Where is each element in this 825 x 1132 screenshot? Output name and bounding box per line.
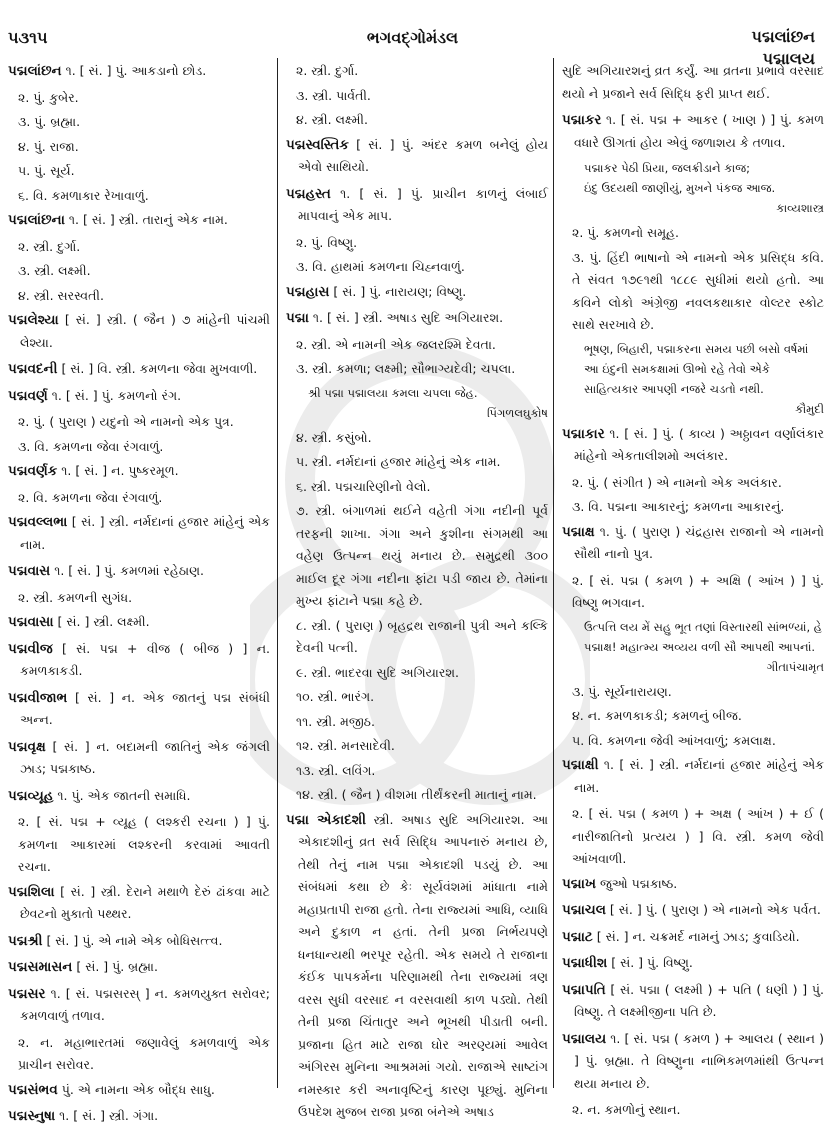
- headword: પદ્મા એકાદશી: [286, 811, 367, 828]
- definition: [ સં. ] પું. બ્રહ્મા.: [76, 959, 158, 974]
- headword: પદ્મહાસ: [286, 283, 330, 300]
- headword: પદ્મા: [286, 310, 309, 326]
- definition: જુઓ પદ્મકાષ્ઠ.: [599, 875, 678, 891]
- sub-sense: ૧૦. સ્ત્રી. ભારંગ.: [296, 689, 375, 704]
- sub-sense: ૬. સ્ત્રી. પદ્મચારિણીનો વેલો.: [296, 478, 431, 494]
- headword: પદ્માલય: [562, 1030, 607, 1047]
- guide-word-first: પદ્મલાંછન: [751, 27, 815, 46]
- definition: ૧. પું. એક જાતની સમાધિ.: [57, 787, 191, 803]
- sub-sense: ૮. સ્ત્રી. ( પુરાણ ) બૃહદ્રથ રાજાની પુત્રી અને કલ્કિ દેવની પત્ની.: [296, 617, 548, 655]
- sub-sense: ૧૪. સ્ત્રી. ( જૈન ) વીશમા તીર્થંકરની માતાનું નામ.: [296, 787, 537, 802]
- definition: ૧. [ સં. પદ્મ ( કમળ ) + આલય ( સ્થાન ) ] પું. બ્રહ્મા. તે વિષ્ણુના નાભિકમળમાંથી ઉત્પન્ન થયા મનાય છે.: [574, 1030, 824, 1091]
- headword: પદ્મવાસ: [8, 563, 51, 579]
- definition: [ સં. ] સ્ત્રી. નર્મદાનાં હજાર માંહેનું એક નામ.: [20, 514, 270, 552]
- definition: ૧. [ સં. ] સ્ત્રી. તારાનું એક નામ.: [68, 212, 228, 227]
- definition: ૧. [ સં. ] ન. પુષ્કરમૂળ.: [61, 463, 179, 478]
- dictionary-entry: [8, 1079, 270, 1102]
- dictionary-entry: [562, 109, 824, 154]
- headword: પદ્મસમાસન: [8, 959, 73, 975]
- sub-sense: ૪. પું. રાજા.: [18, 138, 79, 154]
- definition: [ સં. ] પું. ( પુરાણ ) એ નામનો એક પર્વત.: [609, 902, 821, 917]
- headword: પદ્માક્ષી: [562, 757, 599, 773]
- headword: પદ્માકર: [562, 112, 602, 128]
- guide-word-last: પદ્માલય: [762, 49, 815, 68]
- sub-sense: ૨. [ સં. પદ્મ ( કમળ ) + અક્ષ ( આંખ ) + ઈ ( નારીજાતિનો પ્રત્યય ) ] વિ. સ્ત્રી. કમળ જેવી આંખવાળી.: [572, 806, 824, 866]
- definition: [ સં. ] ન. એક જાતનું પદ્મ સંબંધી અન્ન.: [20, 689, 270, 727]
- quotation-source: પિંગળલઘુકોષ: [486, 405, 548, 420]
- dictionary-entry: [562, 521, 824, 566]
- sub-sense: ૨. [ સં. પદ્મ ( કમળ ) + અક્ષિ ( આંખ ) ] પું. વિષ્ણુ ભગવાન.: [572, 572, 824, 610]
- continued-text: સુદિ અગિયારશનું વ્રત કર્યું. આ વ્રતના પ્રભાવે વરસાદ થયો ને પ્રજાને સર્વ સિદ્ધિ ફરી પ્રાપ્ત થઈ.: [562, 63, 824, 101]
- sub-sense: ૬. વિ. કમળાકાર રેખાવાળું.: [18, 187, 149, 203]
- headword: પદ્મહસ્ત: [286, 185, 331, 202]
- sub-sense: ૯. સ્ત્રી. ભાદરવા સુદિ અગિયારશ.: [296, 664, 459, 680]
- sub-sense: ૭. સ્ત્રી. બંગાળમાં થઈને વહેતી ગંગા નદીની પૂર્વ તરફની શાખા. ગંગા અને કુશીના સંગમથી આ વહેણ ઉત્પન્ન થયું મનાય છે. સમુદ્રથી ૩૦૦ માઈલ દૂર ગંગા નદીના ફાંટા પડી જાય છે. તેમાંના મુખ્ય ફાંટાને પદ્મા કહે છે.: [296, 503, 548, 608]
- definition: [ સં. ] વિ. સ્ત્રી. કમળના જેવા મુખવાળી.: [61, 361, 258, 376]
- headword: પદ્મવ્યૂહ: [8, 787, 54, 804]
- definition: ૧. [ સં. ] સ્ત્રી. અષાડ સુદિ અગિયારશ.: [312, 310, 504, 325]
- headword: પદ્માપતિ: [562, 981, 606, 998]
- definition: ૧. પું. ( પુરાણ ) ચંદ્રહાસ રાજાનો એ નામનો સૌથી નાનો પુત્ર.: [574, 523, 824, 561]
- dictionary-entry: [562, 1028, 824, 1096]
- headword: પદ્મસંભવ: [8, 1081, 58, 1098]
- headword: પદ્મસર: [8, 985, 46, 1002]
- sub-sense: ૪. ન. કમળકાકડી; કમળનું બીજ.: [572, 708, 742, 723]
- headword: પદ્માકાર: [562, 425, 605, 442]
- headword: પદ્મલેશ્યા: [8, 312, 59, 328]
- dictionary-entry: [8, 358, 270, 381]
- definition: [ સં. ] સ્ત્રી. લક્ષ્મી.: [57, 614, 150, 629]
- sub-sense: ૧૩. સ્ત્રી. લવિંગ.: [296, 762, 376, 778]
- column-divider: [553, 58, 554, 1088]
- headword: પદ્મશિલા: [8, 883, 55, 900]
- dictionary-entry: [8, 560, 270, 583]
- dictionary-entry: [8, 638, 270, 683]
- dictionary-entry: [8, 930, 270, 953]
- headword: પદ્મવર્ણ: [8, 387, 48, 404]
- dictionary-entry: [562, 926, 824, 949]
- dictionary-entry: [8, 209, 270, 232]
- column-2: [286, 60, 548, 1128]
- column-3: [562, 60, 824, 1124]
- definition: [ સં. ] સ્ત્રી. દેરાને મથાળે દેરું ઢાંકવા માટે છેવટનો મુકાતો પથ્થર.: [20, 883, 270, 921]
- sub-sense: ૩. સ્ત્રી. લક્ષ્મી.: [18, 263, 91, 278]
- dictionary-entry: [8, 785, 270, 808]
- dictionary-entry: [8, 736, 270, 781]
- sub-sense: ૨. પું. કુબેર.: [18, 89, 79, 105]
- page-number: ૫૩૧૫: [8, 28, 48, 47]
- headword: પદ્મસ્નુષા: [8, 1108, 56, 1124]
- dictionary-entry: [286, 307, 548, 330]
- sub-sense: ૩. પું. બ્રહ્મા.: [18, 114, 81, 129]
- dictionary-entry: [8, 511, 270, 556]
- dictionary-entry: [8, 385, 270, 408]
- sub-sense: ૩. સ્ત્રી. પાર્વતી.: [296, 87, 371, 103]
- sub-sense: ૩. પું. હિંદી ભાષાનો એ નામનો એક પ્રસિદ્ધ કવિ. તે સંવત ૧૭૯૧થી ૧૮૮૯ સુધીમાં થયો હતો. આ કવિને લોકો અંગ્રેજી નવલકથાકાર વોલ્ટર સ્કોટ સાથે સરખાવે છે.: [572, 249, 824, 332]
- definition: ૧. [ સં. ] પું. પ્રાચીન કાળનું લંબાઈ માપવાનું એક માપ.: [298, 185, 548, 223]
- headword: પદ્માચલ: [562, 902, 606, 918]
- sub-sense: ૪. સ્ત્રી. કસુંબો.: [296, 429, 372, 445]
- headword: પદ્મલાંછન: [8, 63, 62, 79]
- headword: પદ્માખ: [562, 875, 596, 892]
- headword: પદ્મવીજાભ: [8, 689, 68, 706]
- definition: ૧. [ સં. ] પું. આકડાનો છોડ.: [65, 63, 207, 78]
- sub-sense: ૪. સ્ત્રી. લક્ષ્મી.: [296, 112, 368, 127]
- dictionary-entry: [562, 873, 824, 896]
- definition: [ સં. પદ્મ + વીજ ( બીજ ) ] ન. કમળકાકડી.: [20, 640, 270, 678]
- sub-sense: ૨. ન. કમળોનું સ્થાન.: [572, 1102, 681, 1117]
- quotation: શ્રી પદ્મા પદ્માલયા કમલા ચપલા જેહ.: [308, 385, 478, 400]
- column-divider: [277, 58, 278, 1088]
- sub-sense: ૨. પું. ( પુરાણ ) યદુનો એ નામનો એક પુત્ર.: [18, 414, 234, 429]
- definition: [ સં. ] પું. નારાયણ; વિષ્ણુ.: [333, 283, 467, 299]
- dictionary-entry: [8, 309, 270, 354]
- definition: ૧. [ સં. ] પું. કમળમાં રહેઠાણ.: [54, 563, 204, 578]
- dictionary-entry: [8, 687, 270, 732]
- dictionary-entry: [8, 460, 270, 483]
- quotation-source: કૌમુદી: [795, 401, 824, 416]
- sub-sense: ૪. સ્ત્રી. સરસ્વતી.: [18, 287, 104, 303]
- dictionary-entry: [8, 1105, 270, 1128]
- column-1: [8, 60, 270, 1132]
- definition: ૧. [ સં. ] પું. ( કાવ્ય ) અઠ્ઠાવન વર્ણાલંકાર માંહેનો એકતાલીશમો અલંકાર.: [574, 425, 824, 463]
- sub-sense: ૨. પું. ( સંગીત ) એ નામનો એક અલંકાર.: [572, 474, 782, 490]
- sub-sense: ૩. પું. સૂર્યનારાયણ.: [572, 683, 672, 699]
- definition: પું. એ નામના એક બૌદ્ધ સાધુ.: [61, 1081, 215, 1097]
- headword: પદ્મવલ્લભા: [8, 514, 68, 530]
- definition: [ સં. ] ન. બદામની જાતિનું એક જંગલી ઝાડ; પદ્મકાષ્ઠ.: [20, 738, 270, 776]
- definition: ૧. [ સં. પદ્મ + આકર ( ખાણ ) ] પું. કમળ વધારે ઊગતાં હોય એવું જળાશય કે તળાવ.: [574, 112, 824, 150]
- dictionary-entry: [8, 60, 270, 83]
- sub-sense: ૨. સ્ત્રી. એ નામની એક જલરશ્મિ દેવતા.: [296, 336, 496, 352]
- sub-sense: ૨. ન. મહાભારતમાં જણાવેલું કમળવાળું એક પ્રાચીન સરોવર.: [18, 1034, 270, 1072]
- dictionary-entry: [8, 881, 270, 926]
- sub-sense: ૫. પું. સૂર્ય.: [18, 163, 75, 178]
- dictionary-entry: [286, 183, 548, 228]
- definition: ૧. [ સં. ] પું. કમળનો રંગ.: [51, 387, 182, 403]
- quotation: ઇંદુ ઉદયથી જાણીયું, મુખને પંકજ આજ.: [584, 181, 776, 195]
- definition: [ સં. ] પું. એ નામે એક બોધિસત્ત્વ.: [46, 932, 223, 948]
- headword: પદ્મલાંછના: [8, 212, 65, 228]
- quotation: પદ્માકર પેઠી પ્રિયા, જલક્રીડાને કાજ;: [584, 161, 750, 175]
- dictionary-entry: [286, 281, 548, 304]
- headword: પદ્માધીશ: [562, 955, 608, 971]
- sub-sense: ૩. વિ. પદ્મના આકારનું; કમળના આકારનું.: [572, 499, 785, 514]
- page-title: ભગવદ્ગોમંડલ: [366, 28, 459, 47]
- quotation: ભૂષણ, બિહારી, પદ્માકરના સમય પછી બસો વર્ષમાં આ ઇંદુની સમકક્ષામાં ઊભો રહે તેવો એકે સાહિત્યકાર આપણી નજરે ચડતો નથી.: [584, 341, 809, 396]
- definition: ૧. [ સં. પદ્મસરસ્ ] ન. કમળયુક્ત સરોવર; કમળવાળું તળાવ.: [20, 985, 270, 1023]
- dictionary-entry: [8, 956, 270, 979]
- sub-sense: ૨. સ્ત્રી. દુર્ગા.: [18, 238, 81, 254]
- headword: પદ્માટ: [562, 928, 593, 945]
- dictionary-entry: [562, 899, 824, 922]
- definition: [ સં. ] પું. વિષ્ણુ.: [611, 955, 693, 970]
- definition: [ સં. ] સ્ત્રી. ( જૈન ) ૭ માંહેની પાંચમી લેશ્યા.: [20, 312, 270, 350]
- definition: [ સં. પદ્મા ( લક્ષ્મી ) + પતિ ( ધણી ) ] પું. વિષ્ણુ. તે લક્ષ્મીજીના પતિ છે.: [574, 981, 824, 1019]
- dictionary-entry: [562, 979, 824, 1024]
- headword: પદ્મવૃક્ષ: [8, 738, 46, 755]
- sub-sense: ૩. વિ. હાથમાં કમળના ચિહ્નવાળું.: [296, 259, 465, 274]
- sub-sense: ૫. વિ. કમળના જેવી આંખવાળું; કમલાક્ષ.: [572, 732, 776, 748]
- dictionary-entry: [562, 754, 824, 799]
- dictionary-entry: [286, 809, 548, 1124]
- sub-sense: ૧૧. સ્ત્રી. મજીઠ.: [296, 713, 375, 729]
- sub-sense: ૨. સ્ત્રી. કમળની સુગંધ.: [18, 589, 133, 605]
- definition: ૧. [ સં. ] સ્ત્રી. નર્મદાનાં હજાર માંહેનું એક નામ.: [574, 757, 824, 795]
- quotation: ઉત્પત્તિ લય મેં સહુ ભૂત તણાં વિસ્તારથી સાંભળ્યાં, હે પદ્માક્ષ! મહાત્મ્ય અવ્યય વળી સૌ આપથી આપનાં.: [584, 619, 822, 654]
- sub-sense: ૫. સ્ત્રી. નર્મદાનાં હજાર માંહેનું એક નામ.: [296, 454, 501, 469]
- headword: પદ્મવર્ણક: [8, 463, 58, 479]
- definition: [ સં. ] ન. ચક્રમર્દ નામનું ઝાડ; કુવાડિયો.: [596, 928, 800, 944]
- sub-sense: ૨. પું. કમળનો સમૂહ.: [572, 225, 679, 240]
- headword: પદ્મવદની: [8, 361, 58, 377]
- headword: પદ્મસ્વસ્તિક: [286, 136, 349, 153]
- sub-sense: ૨. પું. વિષ્ણુ.: [296, 234, 358, 250]
- headword: પદ્મશ્રી: [8, 932, 43, 949]
- sub-sense: ૨. સ્ત્રી. દુર્ગા.: [296, 63, 359, 78]
- headword: પદ્મવીજ: [8, 640, 53, 657]
- definition: ૧. [ સં. ] સ્ત્રી. ગંગા.: [59, 1108, 159, 1123]
- quotation-source: કાવ્યશાસ્ત્ર: [776, 201, 824, 215]
- quotation-source: ગીતાપંચામૃત: [766, 659, 824, 674]
- definition: [ સં. ] પું. અંદર કમળ બનેલું હોય એવો સાથિયો.: [298, 136, 548, 174]
- sub-sense: ૧૨. સ્ત્રી. મનસાદેવી.: [296, 738, 395, 753]
- dictionary-entry: [8, 611, 270, 634]
- dictionary-entry: [562, 952, 824, 975]
- dictionary-entry: [286, 134, 548, 179]
- sub-sense: ૩. વિ. કમળના જેવા રંગવાળું.: [18, 438, 164, 454]
- headword: પદ્માક્ષ: [562, 523, 595, 540]
- dictionary-entry: [562, 423, 824, 468]
- dictionary-entry: [8, 983, 270, 1028]
- sub-sense: ૩. સ્ત્રી. કમળા; લક્ષ્મી; સૌભાગ્યદેવી; ચપલા.: [296, 361, 516, 376]
- definition: સ્ત્રી. અષાડ સુદિ અગિયારશ. આ એકાદશીનું વ્રત સર્વ સિદ્ધિ આપનારું મનાય છે, તેથી તેનું નામ પદ્મા એકાદશી પડયું છે. આ સંબંધમાં કથા છે કેઃ સૂર્યવંશમાં માંધાતા નામે મહાપ્રતાપી રાજા હતો. તેના રાજ્યમાં આધિ, વ્યાધિ અને દુકાળ ન હતાં. તેની પ્રજા નિર્ભયપણે ધનધાન્યથી ભરપૂર રહેતી. એક સમયે તે રાજાના કંઈક પાપકર્મના પરિણામથી તેના રાજ્યમાં ત્રણ વરસ સુધી વરસાદ ન વરસવાથી કાળ પડ્યો. તેથી તેની પ્રજા ચિંતાતુર અને ભૂખથી પીડાતી બની. પ્રજાના હિત માટે રાજા ઘોર અરણ્યમાં આવેલ અંગિરસ મુનિના આશ્રમમાં ગયો. રાજાએ સાષ્ટાંગ નમસ્કાર કરી અનાવૃષ્ટિનું કારણ પૂછ્યું. મુનિના ઉપદેશ મુજબ રાજા પ્રજા બંનેએ અષાડ: [298, 811, 548, 1119]
- headword: પદ્મવાસા: [8, 614, 54, 630]
- sub-sense: ૨. [ સં. પદ્મ + વ્યૂહ ( લશ્કરી રચના ) ] પું. કમળના આકારમાં લશ્કરની કરવામાં આવતી રચના.: [18, 814, 270, 874]
- sub-sense: ૨. વિ. કમળના જેવા રંગવાળું.: [18, 489, 163, 505]
